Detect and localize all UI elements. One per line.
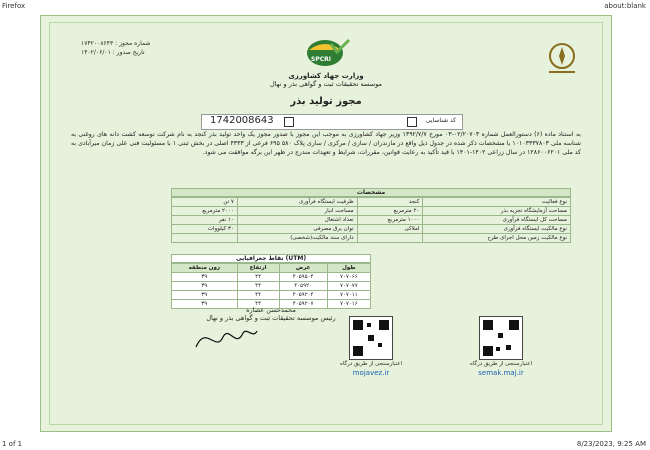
qr-right-caption: اعتبارسنجی از طریق درگاه xyxy=(469,361,533,367)
checkbox-icon xyxy=(284,117,294,127)
ref-number-label: شماره مجوز : xyxy=(115,40,151,47)
utm-row xyxy=(172,282,371,291)
spec-cell: نوع مالکیت ایستگاه فرآوری xyxy=(423,225,571,234)
spec-cell: ۲۰ مترمربع xyxy=(357,207,423,216)
spec-cell xyxy=(172,234,238,243)
utm-cell: ۷۰۷۰۱۶ xyxy=(327,300,370,309)
institute-emblem xyxy=(541,38,583,78)
issue-date-value: ۱۴۰۲/۰۶/۰۱ xyxy=(81,49,111,56)
spec-cell: ۲۰۰۰ مترمربع xyxy=(172,207,238,216)
utm-cell: ۴۰۵۹۲۰۷ xyxy=(279,300,327,309)
spec-cell: ۱۰۰۰ مترمربع xyxy=(357,216,423,225)
utm-column-header: ارتفاع xyxy=(237,264,279,273)
qr-code-right xyxy=(479,316,523,360)
spec-cell: تعداد اشتغال xyxy=(237,216,357,225)
spec-cell: دارای سند مالکیت(شخصی) xyxy=(237,234,357,243)
specs-table xyxy=(171,197,571,243)
qr-code-left xyxy=(349,316,393,360)
utm-cell: ۳۹ xyxy=(172,282,238,291)
utm-column-header: عرض xyxy=(279,264,327,273)
utm-cell: ۴۴ xyxy=(237,282,279,291)
utm-row xyxy=(172,291,371,300)
utm-cell: ۴۰۵۹۲۰ xyxy=(279,282,327,291)
spec-row xyxy=(172,207,571,216)
id-value: 1742008643 xyxy=(210,115,274,126)
spec-row xyxy=(172,198,571,207)
utm-cell: ۴۰۵۹۲۰۴ xyxy=(279,291,327,300)
specs-section xyxy=(171,188,571,243)
logo-text: SPCRI xyxy=(311,56,331,63)
spec-cell: ۱۰ نفر xyxy=(172,216,238,225)
page-count: 1 of 1 xyxy=(2,440,23,448)
utm-cell: ۴۴ xyxy=(237,291,279,300)
utm-cell: ۳۹ xyxy=(172,273,238,282)
utm-cell: ۷۰۷۰۶۶ xyxy=(327,273,370,282)
spec-cell: املاکی xyxy=(357,225,423,234)
spec-cell: ظرفیت ایستگاه فرآوری xyxy=(237,198,357,207)
utm-row xyxy=(172,273,371,282)
spec-cell: ۷ تن xyxy=(172,198,238,207)
spec-cell: نوع فعالیت xyxy=(423,198,571,207)
issue-date-row xyxy=(81,49,145,56)
spec-row xyxy=(172,225,571,234)
spec-cell: ۳۰ کیلووات xyxy=(172,225,238,234)
institute-name: موسسه تحقیقات ثبت و گواهی بذر و نهال xyxy=(269,80,383,88)
issue-date-label: تاریخ صدور : xyxy=(112,49,145,56)
signer-name: محمدحسن عصاره xyxy=(246,306,296,314)
utm-cell: ۳۹ xyxy=(172,291,238,300)
page-url: about:blank xyxy=(604,2,646,10)
spec-row xyxy=(172,216,571,225)
signer-title: رئیس موسسه تحقیقات ثبت و گواهی بذر و نهال xyxy=(206,314,336,322)
spcri-logo xyxy=(295,38,355,68)
signature-mark xyxy=(191,319,261,355)
spec-cell: مساحت کل ایستگاه فرآوری xyxy=(423,216,571,225)
checkbox-icon xyxy=(407,117,417,127)
ref-number-row xyxy=(81,40,150,47)
utm-cell: ۴۴ xyxy=(237,300,279,309)
spec-cell: توان برق مصرفی xyxy=(237,225,357,234)
utm-column-header: زون منطقه xyxy=(172,264,238,273)
utm-cell: ۴۰۵۹۵۰۴ xyxy=(279,273,327,282)
utm-cell: ۷۰۷۰۷۷ xyxy=(327,282,370,291)
ref-number-value: ۱۷۴۲۰۰۸۶۴۳ xyxy=(81,40,114,47)
qr-left-url[interactable]: mojavez.ir xyxy=(352,369,390,377)
browser-title: Firefox xyxy=(2,2,26,10)
spec-cell: مساحت آزمایشگاه تجزیه بذر xyxy=(423,207,571,216)
print-timestamp: 8/23/2023, 9:25 AM xyxy=(576,440,646,448)
qr-right-url[interactable]: semak.maj.ir xyxy=(478,369,524,377)
certificate xyxy=(40,15,612,432)
spec-row xyxy=(172,234,571,243)
certificate-title: مجوز تولید بذر xyxy=(290,96,362,107)
id-label: کد شناسایی xyxy=(425,117,456,124)
utm-cell: ۳۹ xyxy=(172,300,238,309)
spec-cell: مساحت انبار xyxy=(237,207,357,216)
spec-cell: نوع مالکیت زمین محل اجرای طرح xyxy=(423,234,571,243)
utm-section xyxy=(171,254,371,309)
utm-column-header: طول xyxy=(327,264,370,273)
spec-cell xyxy=(357,234,423,243)
ministry-name: وزارت جهاد کشاورزی xyxy=(288,72,364,80)
utm-cell: ۷۰۷۰۱۱ xyxy=(327,291,370,300)
utm-table xyxy=(171,263,371,309)
specs-header: مشخصات xyxy=(171,188,571,197)
ministry-heading xyxy=(231,72,421,88)
id-box xyxy=(201,114,463,130)
certificate-paragraph: به استناد ماده (۶) دستورالعمل شماره ۰۲/۲۰۷۰۳-۰۳ مورخ ۱۳۹۲/۷/۷ وزیر جهاد کشاورزی به موجب این مجوز با صدور مجوز یک واحد تولید بذر کنجد به نام شرکت توسعه کشت دانه های روغنی به شناسه ملی ۱۰۱۰۳۳۳۷۸۰۳ با مشخصات ذکر شده در جدول ذیل واقع در مازندران / ساری / مرکزی / ساری پلاک ۵۸۰ ۶۹۵ فرعی از ۴۳۳۳ اصلی در بخش ثبتی ۱ با مسئولیت فنی علی زمان میرآبادی به کد ملی ۱۲۸۶۰۰۶۲۰۱ در سال زراعی ۱۴۰۲-۱۴۰۱ با قید تأکید به رعایت قوانین، مقررات، شرایط و تعهدات مندرج در ظهر این برگه موافقت می شود. xyxy=(71,131,581,156)
utm-header: نقاط جغرافیایی (UTM) xyxy=(171,254,371,263)
utm-cell: ۴۴ xyxy=(237,273,279,282)
qr-left-caption: اعتبارسنجی از طریق درگاه xyxy=(339,361,403,367)
spec-cell: کنجد xyxy=(357,198,423,207)
